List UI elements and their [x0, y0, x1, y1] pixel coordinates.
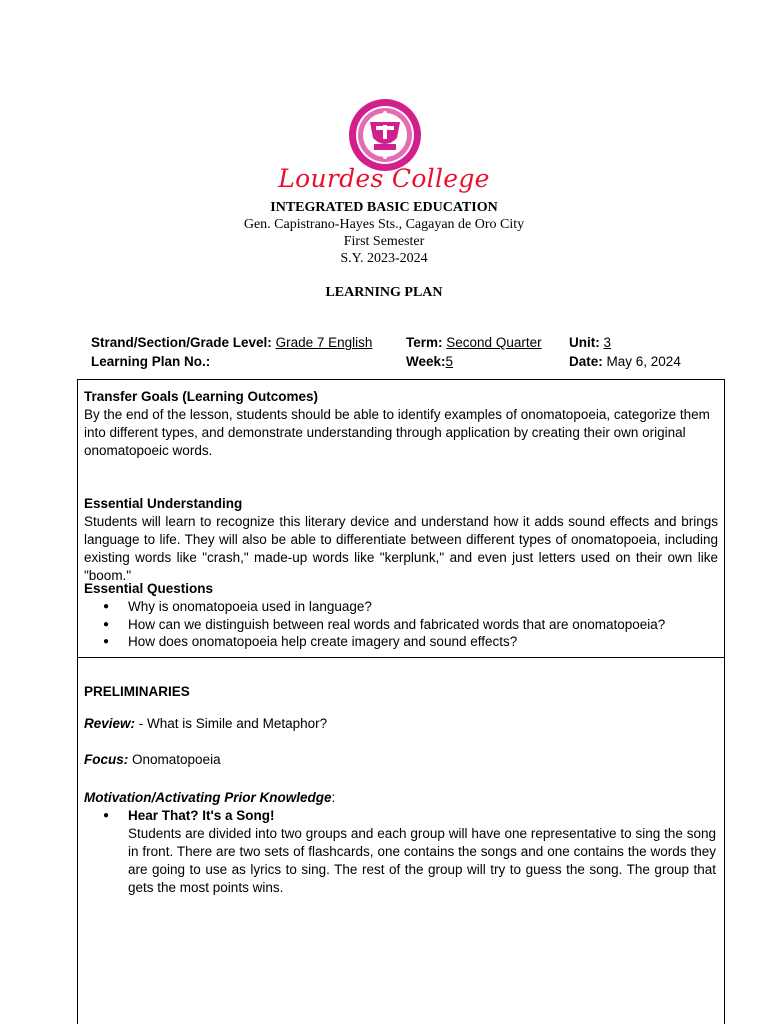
- review-text: - What is Simile and Metaphor?: [135, 716, 328, 731]
- essential-questions-section: [84, 580, 718, 651]
- date-row: [569, 352, 681, 371]
- review-line: [84, 715, 718, 733]
- unit-value: 3: [603, 335, 612, 350]
- college-name: Lourdes College: [278, 164, 490, 193]
- week-label: Week:: [406, 354, 446, 369]
- date-label: Date:: [569, 354, 603, 369]
- preliminaries-heading: PRELIMINARIES: [84, 684, 190, 699]
- focus-label: Focus:: [84, 752, 129, 767]
- semester: First Semester: [343, 234, 425, 249]
- activity-list: [84, 807, 718, 897]
- transfer-goals-text: By the end of the lesson, students should be able to identify examples of onomatopoeia, categorize them into different types, and demonstrate understanding through application by creating their own original onomatopoeic words.: [84, 407, 710, 458]
- plan-no-label: Learning Plan No.:: [91, 354, 211, 369]
- document-title: LEARNING PLAN: [325, 285, 443, 300]
- lourdes-college-seal: [348, 98, 422, 172]
- motivation-label: Motivation/Activating Prior Knowledge: [84, 790, 332, 805]
- goals-box: [77, 379, 725, 658]
- activity-text: Students are divided into two groups and each group will have one representative to sing the song in front. There are two sets of flashcards, one contains the songs and one contains the words they are going to use as lyrics to sing. The rest of the group will try to guess the song. The group that gets the most points wins.: [128, 826, 716, 895]
- term-value: Second Quarter: [446, 335, 542, 350]
- activity-title: ● Hear That? It's a Song!: [128, 808, 275, 823]
- review-label: Review:: [84, 716, 136, 731]
- school-year: S.Y. 2023-2024: [340, 251, 428, 266]
- school-address: Gen. Capistrano-Hayes Sts., Cagayan de Oro City: [243, 217, 525, 232]
- strand-value: Grade 7 English: [275, 335, 373, 350]
- essential-questions-list: [84, 598, 718, 651]
- week-row: [406, 352, 453, 371]
- unit-label: Unit:: [569, 335, 600, 350]
- department-heading: INTEGRATED BASIC EDUCATION: [270, 200, 498, 215]
- question-item: ● How does onomatopoeia help create imagery and sound effects?: [84, 633, 718, 651]
- focus-text: Onomatopoeia: [128, 752, 221, 767]
- date-value: May 6, 2024: [606, 354, 681, 369]
- essential-understanding-text: Students will learn to recognize this literary device and understand how it adds sound effects and brings language to life. They will also be able to differentiate between different types of onomatopoeia, including existing words like "crash," made-up words like "kerplunk," and even just letters used on their own like "boom.": [84, 514, 718, 583]
- transfer-goals-title: Transfer Goals (Learning Outcomes): [84, 389, 319, 404]
- essential-understanding-section: [84, 495, 718, 585]
- question-item: ● How can we distinguish between real words and fabricated words that are onomatopoeia?: [84, 616, 718, 634]
- essential-questions-title: Essential Questions: [84, 581, 214, 596]
- motivation-line: [84, 789, 718, 807]
- strand-row: [91, 333, 372, 352]
- motivation-activity: [84, 807, 718, 897]
- unit-row: [569, 333, 611, 352]
- activity-item: [84, 807, 718, 897]
- question-item: ● Why is onomatopoeia used in language?: [84, 598, 718, 616]
- term-label: Term:: [406, 335, 443, 350]
- preliminaries-title: [84, 683, 718, 701]
- week-value: 5: [445, 354, 454, 369]
- focus-line: [84, 751, 718, 769]
- plan-no-row: [91, 352, 210, 371]
- term-row: [406, 333, 542, 352]
- transfer-goals-section: [84, 388, 718, 460]
- strand-label: Strand/Section/Grade Level:: [91, 335, 272, 350]
- preliminaries-box: [77, 657, 725, 1024]
- essential-understanding-title: Essential Understanding: [84, 496, 243, 511]
- motivation-suffix: :: [331, 790, 336, 805]
